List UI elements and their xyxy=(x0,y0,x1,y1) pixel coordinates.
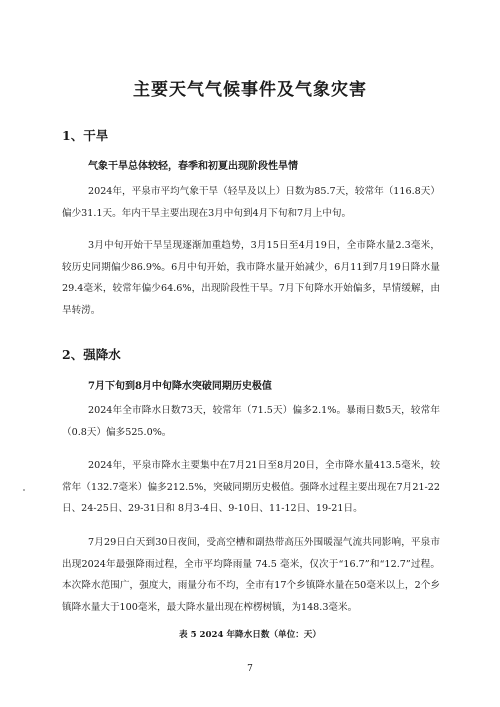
section-heading-drought: 1、干旱 xyxy=(62,128,109,143)
page-number: 7 xyxy=(247,664,253,674)
scan-speck xyxy=(23,489,25,491)
section-subheading-drought: 气象干旱总体较轻，春季和初夏出现阶段性旱情 xyxy=(88,161,298,172)
paragraph-rain-days: 2024年全市降水日数73天，较常年（71.5天）偏多2.1%。暴雨日数5天，较常年（0.8天）偏多525.0%。 xyxy=(62,405,440,438)
paragraph-drought-timeline: 3月中旬开始干旱呈现逐渐加重趋势，3月15日至4月19日，全市降水量2.3毫米，较历史同期偏少86.9%。6月中旬开始，我市降水量开始减少，6月11到7月19日降水量29.4毫米，较常年偏少64.6%，出现阶段性干旱。7月下旬降水开始偏多，旱情缓解，由旱转涝。 xyxy=(62,240,440,316)
section-heading-heavy-rain: 2、强降水 xyxy=(62,347,121,362)
page-title: 主要天气气候事件及气象灾害 xyxy=(133,80,367,100)
paragraph-rain-period: 2024年，平泉市降水主要集中在7月21日至8月20日，全市降水量413.5毫米，较常年（132.7毫米）偏多212.5%，突破同期历史极值。强降水过程主要出现在7月21-22日、24-25日、29-31日和 8月3-4日、9-10日、11-12日、19-21日。 xyxy=(62,460,440,514)
paragraph-strongest-event: 7月29日白天到30日夜间，受高空槽和副热带高压外围暖湿气流共同影响，平泉市出现2024年最强降雨过程，全市平均降雨量 74.5 毫米，仅次于“16.7”和“12.7”过程。本次降水范围广，强度大，雨量分布不均，全市有17个乡镇降水量在50毫米以上，2个乡镇降水量大于100毫米，最大降水量出现在榨楞树镇，为148.3毫米。 xyxy=(62,537,440,613)
section-subheading-heavy-rain: 7月下旬到8月中旬降水突破同期历史极值 xyxy=(88,381,272,392)
table-caption: 表 5 2024 年降水日数（单位：天） xyxy=(179,630,321,640)
paragraph-drought-days: 2024年，平泉市平均气象干旱（轻旱及以上）日数为85.7天，较常年（116.8天）偏少31.1天。年内干旱主要出现在3月中旬到4月下旬和7月上中旬。 xyxy=(62,186,440,219)
